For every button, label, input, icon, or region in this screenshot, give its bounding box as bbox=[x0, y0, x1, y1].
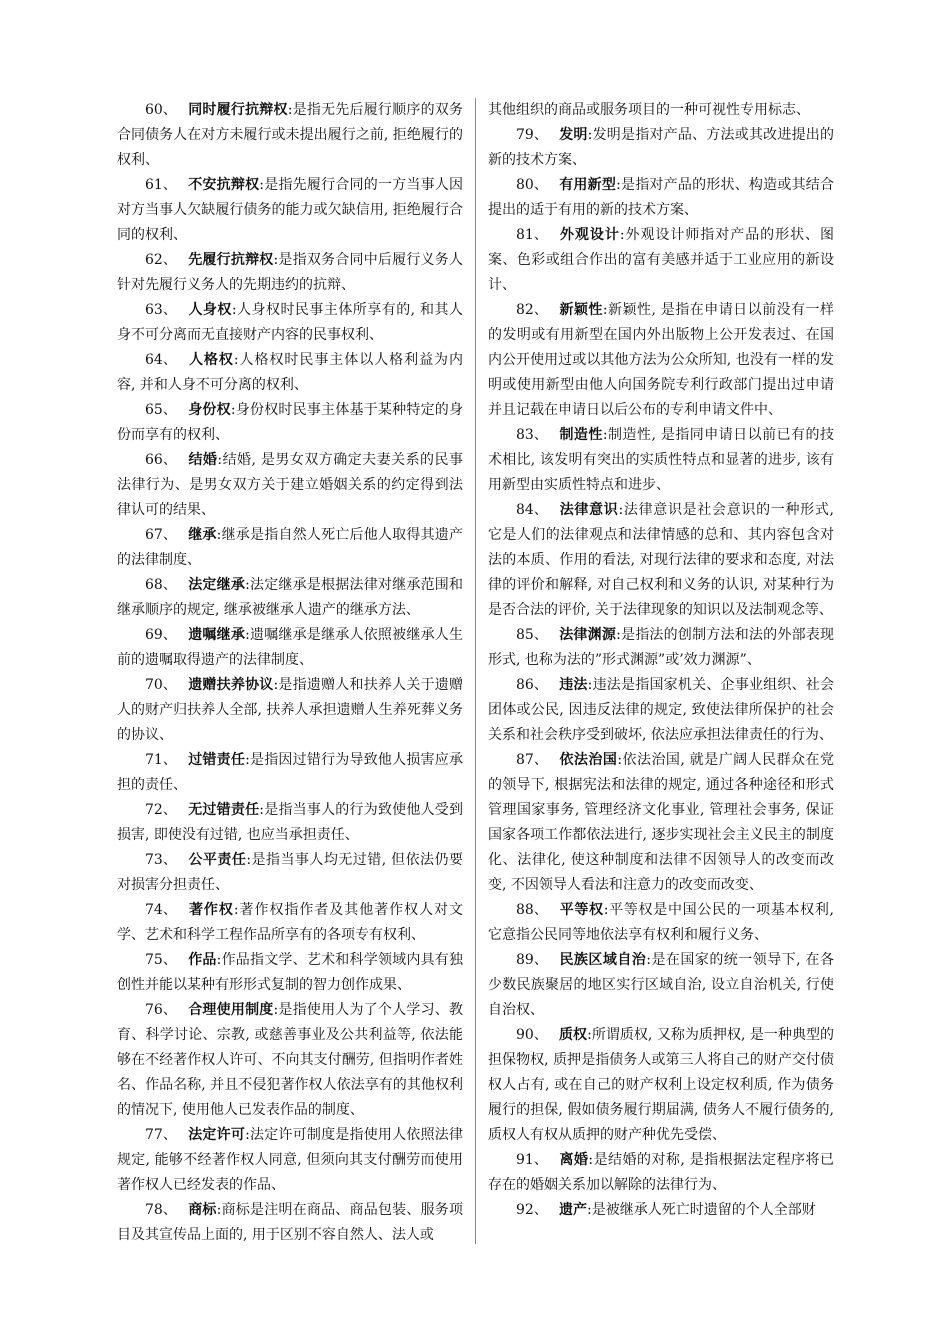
entry-term: 遗产 bbox=[559, 1202, 587, 1218]
entry-definition: :法律意识是社会意识的一种形式, 它是人们的法律观点和法律情感的总和、其内容包含对法的本质、作用的看法, 对现行法律的要求和态度, 对法律的评价和解释, 对自己权利和义务的认识, 对某种行为是否合法的评价, 关于法律现象的知识以及法制观念等、 bbox=[488, 502, 835, 618]
entry-term: 人身权 bbox=[188, 302, 232, 318]
entry-definition: :人格权时民事主体以人格利益为内容, 并和人身不可分离的权利、 bbox=[117, 352, 464, 393]
glossary-entry bbox=[488, 173, 834, 223]
glossary-entry bbox=[117, 173, 463, 248]
entry-number: 86、 bbox=[516, 677, 548, 693]
entry-definition: :遗嘱继承是继承人依照被继承人生前的遗嘱取得遗产的法律制度、 bbox=[117, 627, 464, 668]
entry-term: 民族区域自治 bbox=[559, 952, 647, 968]
entry-definition: :是指遗赠人和扶养人关于遗赠人的财产归扶养人全部, 扶养人承担遗赠人生养死葬义务的协议、 bbox=[117, 677, 463, 743]
entry-definition: :依法治国, 就是广阔人民群众在党的领导下, 根据宪法和法律的规定, 通过各种途径和形式管理国家事务, 管理经济文化事业, 管理社会事务, 保证国家各项工作都依法进行, 逐步实现社会主义民主的制度化、法律化, 使这种制度和法律不因领导人的改变而改变, 不因领导人看法和注意力的改变而改变、 bbox=[488, 752, 834, 893]
entry-term: 法律渊源 bbox=[559, 627, 617, 643]
entry-term: 制造性 bbox=[559, 427, 603, 443]
entry-definition: :发明是指对产品、方法或其改进提出的新的技术方案、 bbox=[488, 127, 835, 168]
entry-term: 继承 bbox=[188, 527, 217, 543]
entry-number: 74、 bbox=[145, 902, 177, 918]
glossary-entry bbox=[488, 623, 834, 673]
glossary-entry bbox=[117, 998, 463, 1123]
entry-number: 87、 bbox=[516, 752, 548, 768]
entry-number: 66、 bbox=[145, 452, 177, 468]
entry-definition: :商标是注明在商品、商品包装、服务项目及其宣传品上面的, 用于区别不容自然人、法人或 bbox=[117, 1202, 464, 1243]
entry-number: 78、 bbox=[145, 1202, 177, 1218]
entry-definition: :身份权时民事主体基于某种特定的身份而享有的权利、 bbox=[117, 402, 464, 443]
entry-definition: :是指无先后履行顺序的双务合同债务人在对方未履行或未提出履行之前, 拒绝履行的权利、 bbox=[117, 102, 464, 168]
entry-term: 公平责任 bbox=[188, 852, 247, 868]
entry-definition: :继承是指自然人死亡后他人取得其遗产的法律制度、 bbox=[117, 527, 464, 568]
entry-number: 79、 bbox=[516, 127, 548, 143]
entry-number: 89、 bbox=[516, 952, 548, 968]
entry-term: 质权 bbox=[559, 1027, 588, 1043]
entry-definition: :制造性, 是指同申请日以前已有的技术相比, 该发明有突出的实质性特点和显著的进步, 该有用新型由实质性特点和进步、 bbox=[488, 427, 834, 493]
glossary-entry bbox=[117, 348, 463, 398]
entry-term: 有用新型 bbox=[559, 177, 617, 193]
entry-term: 身份权 bbox=[188, 402, 231, 418]
entry-definition: :平等权是中国公民的一项基本权利, 它意指公民同等地依法享有权利和履行义务、 bbox=[488, 902, 834, 943]
continuation-text: 其他组织的商品或服务项目的一种可视性专用标志、 bbox=[488, 102, 810, 118]
entry-definition: :是指先履行合同的一方当事人因对方当事人欠缺履行债务的能力或欠缺信用, 拒绝履行合同的权利、 bbox=[117, 177, 464, 243]
entry-definition: :是指对产品的形状、构造或其结合提出的适于有用的新的技术方案、 bbox=[488, 177, 835, 218]
entry-number: 84、 bbox=[516, 502, 548, 518]
entry-definition: :法定继承是根据法律对继承范围和继承顺序的规定, 继承被继承人遗产的继承方法、 bbox=[117, 577, 464, 618]
entry-term: 依法治国 bbox=[559, 752, 618, 768]
glossary-entry bbox=[117, 898, 463, 948]
entry-definition: :新颖性, 是指在申请日以前没有一样的发明或有用新型在国内外出版物上公开发表过、在国内公开使用过或以其他方法为公众所知, 也没有一样的发明或使用新型由他人向国务院专利行政部门提出过申请并且记载在申请日以后公布的专利申请文件中、 bbox=[488, 302, 834, 418]
entry-definition: :是指因过错行为导致他人损害应承担的责任、 bbox=[117, 752, 464, 793]
entry-term: 新颖性 bbox=[559, 302, 603, 318]
glossary-entry bbox=[488, 1148, 834, 1198]
entry-definition: :是指法的创制方法和法的外部表现形式, 也称为法的”形式渊源”或’效力渊源”、 bbox=[488, 627, 835, 668]
entry-term: 人格权 bbox=[188, 352, 234, 368]
entry-term: 合理使用制度 bbox=[188, 1002, 274, 1018]
glossary-entry bbox=[117, 448, 463, 523]
entry-definition: :是指双务合同中后履行义务人针对先履行义务人的先期违约的抗辩、 bbox=[117, 252, 463, 293]
entry-number: 92、 bbox=[516, 1202, 548, 1218]
glossary-entry bbox=[488, 298, 834, 423]
entry-definition: :是结婚的对称, 是指根据法定程序将已存在的婚姻关系加以解除的法律行为、 bbox=[488, 1152, 834, 1193]
entry-number: 77、 bbox=[145, 1127, 177, 1143]
glossary-entry bbox=[488, 1198, 834, 1223]
entry-definition: :违法是指国家机关、企事业组织、社会团体或公民, 因违反法律的规定, 致使法律所保护的社会关系和社会秩序受到破坏, 依法应承担法律责任的行为、 bbox=[488, 677, 835, 743]
entry-number: 72、 bbox=[145, 802, 177, 818]
glossary-entry bbox=[488, 423, 834, 498]
entry-term: 发明 bbox=[559, 127, 588, 143]
entry-number: 70、 bbox=[145, 677, 177, 693]
entry-number: 63、 bbox=[145, 302, 177, 318]
entry-term: 外观设计 bbox=[559, 227, 620, 243]
glossary-entry bbox=[117, 1198, 463, 1248]
entry-term: 结婚 bbox=[188, 452, 218, 468]
entry-term: 法律意识 bbox=[559, 502, 619, 518]
entry-term: 法定继承 bbox=[188, 577, 246, 593]
glossary-entry bbox=[117, 748, 463, 798]
glossary-entry bbox=[488, 1023, 834, 1148]
entry-definition: :人身权时民事主体所享有的, 和其人身不可分离而无直接财产内容的民事权利、 bbox=[117, 302, 463, 343]
glossary-entry bbox=[117, 573, 463, 623]
glossary-entry bbox=[117, 1123, 463, 1198]
left-column bbox=[117, 98, 463, 1248]
entry-term: 遗赠扶养协议 bbox=[188, 677, 274, 693]
entry-definition: :作品指文学、艺术和科学领域内具有独创性并能以某种有形形式复制的智力创作成果、 bbox=[117, 952, 464, 993]
entry-term: 法定许可 bbox=[188, 1127, 246, 1143]
glossary-entry bbox=[117, 848, 463, 898]
glossary-entry bbox=[488, 223, 834, 298]
entry-number: 67、 bbox=[145, 527, 177, 543]
entry-number: 69、 bbox=[145, 627, 177, 643]
entry-term: 平等权 bbox=[559, 902, 604, 918]
entry-definition: :是指使用人为了个人学习、教育、科学讨论、宗教, 或慈善事业及公共利益等, 依法能够在不经著作权人许可、不向其支付酬劳, 但指明作者姓名、作品名称, 并且不侵犯著作权人依法享有的其他权利的情况下, 使用他人已发表作品的制度、 bbox=[117, 1002, 463, 1118]
entry-definition: :所谓质权, 又称为质押权, 是一种典型的担保物权, 质押是指债务人或第三人将自己的财产交付债权人占有, 或在自己的财产权利上设定权利质, 作为债务履行的担保, 假如债务履行期届满, 债务人不履行债务的, 质权人有权从质押的财产种优先受偿、 bbox=[488, 1027, 834, 1143]
entry-number: 75、 bbox=[145, 952, 177, 968]
entry-term: 无过错责任 bbox=[188, 802, 260, 818]
entry-definition: :是被继承人死亡时遗留的个人全部财 bbox=[587, 1202, 816, 1218]
glossary-entry bbox=[488, 948, 834, 1023]
entry-definition: :是在国家的统一领导下, 在各少数民族聚居的地区实行区域自治, 设立自治机关, 行使自治权、 bbox=[488, 952, 834, 1018]
entry-definition: :是指当事人的行为致使他人受到损害, 即使没有过错, 也应当承担责任、 bbox=[117, 802, 464, 843]
entry-number: 60、 bbox=[145, 102, 177, 118]
entry-definition: :著作权指作者及其他著作权人对文学、艺术和科学工程作品所享有的各项专有权利、 bbox=[117, 902, 464, 943]
right-column bbox=[488, 98, 834, 1223]
glossary-entry bbox=[117, 673, 463, 748]
glossary-entry bbox=[117, 798, 463, 848]
entry-number: 80、 bbox=[516, 177, 548, 193]
entry-definition: :结婚, 是男女双方确定夫妻关系的民事法律行为、是男女双方关于建立婚姻关系的约定得到法律认可的结果、 bbox=[117, 452, 463, 518]
entry-term: 同时履行抗辩权 bbox=[188, 102, 288, 118]
entry-term: 不安抗辩权 bbox=[188, 177, 260, 193]
entry-term: 作品 bbox=[188, 952, 217, 968]
entry-number: 88、 bbox=[516, 902, 548, 918]
glossary-entry bbox=[117, 523, 463, 573]
entry-number: 64、 bbox=[145, 352, 177, 368]
glossary-entry bbox=[488, 498, 834, 623]
glossary-entry bbox=[117, 948, 463, 998]
entry-number: 85、 bbox=[516, 627, 548, 643]
entry-term: 过错责任 bbox=[188, 752, 246, 768]
glossary-entry bbox=[488, 898, 834, 948]
entry-term: 违法 bbox=[559, 677, 588, 693]
entry-definition: :是指当事人均无过错, 但依法仍要对损害分担责任、 bbox=[117, 852, 463, 893]
entry-number: 76、 bbox=[145, 1002, 177, 1018]
entry-number: 83、 bbox=[516, 427, 548, 443]
entry-number: 61、 bbox=[145, 177, 177, 193]
entry-definition: :法定许可制度是指使用人依照法律规定, 能够不经著作权人同意, 但须向其支付酬劳而使用著作权人已经发表的作品、 bbox=[117, 1127, 464, 1193]
glossary-entry bbox=[488, 123, 834, 173]
entry-term: 遗嘱继承 bbox=[188, 627, 246, 643]
glossary-entry bbox=[488, 748, 834, 898]
column-divider bbox=[475, 98, 476, 1244]
entry-definition: :外观设计师指对产品的形状、图案、色彩或组合作出的富有美感并适于工业应用的新设计、 bbox=[488, 227, 834, 293]
entry-term: 先履行抗辩权 bbox=[188, 252, 274, 268]
entry-number: 73、 bbox=[145, 852, 177, 868]
entry-number: 71、 bbox=[145, 752, 177, 768]
entry-number: 62、 bbox=[145, 252, 177, 268]
entry-number: 90、 bbox=[516, 1027, 548, 1043]
entry-number: 82、 bbox=[516, 302, 548, 318]
glossary-entry bbox=[117, 98, 463, 173]
glossary-entry bbox=[117, 298, 463, 348]
entry-number: 65、 bbox=[145, 402, 177, 418]
entry-number: 81、 bbox=[516, 227, 548, 243]
glossary-entry bbox=[488, 673, 834, 748]
glossary-entry bbox=[117, 398, 463, 448]
entry-term: 商标 bbox=[188, 1202, 217, 1218]
glossary-entry bbox=[117, 623, 463, 673]
entry-term: 著作权 bbox=[188, 902, 234, 918]
entry-number: 68、 bbox=[145, 577, 177, 593]
entry-term: 离婚 bbox=[559, 1152, 589, 1168]
glossary-entry bbox=[117, 248, 463, 298]
entry-number: 91、 bbox=[516, 1152, 548, 1168]
